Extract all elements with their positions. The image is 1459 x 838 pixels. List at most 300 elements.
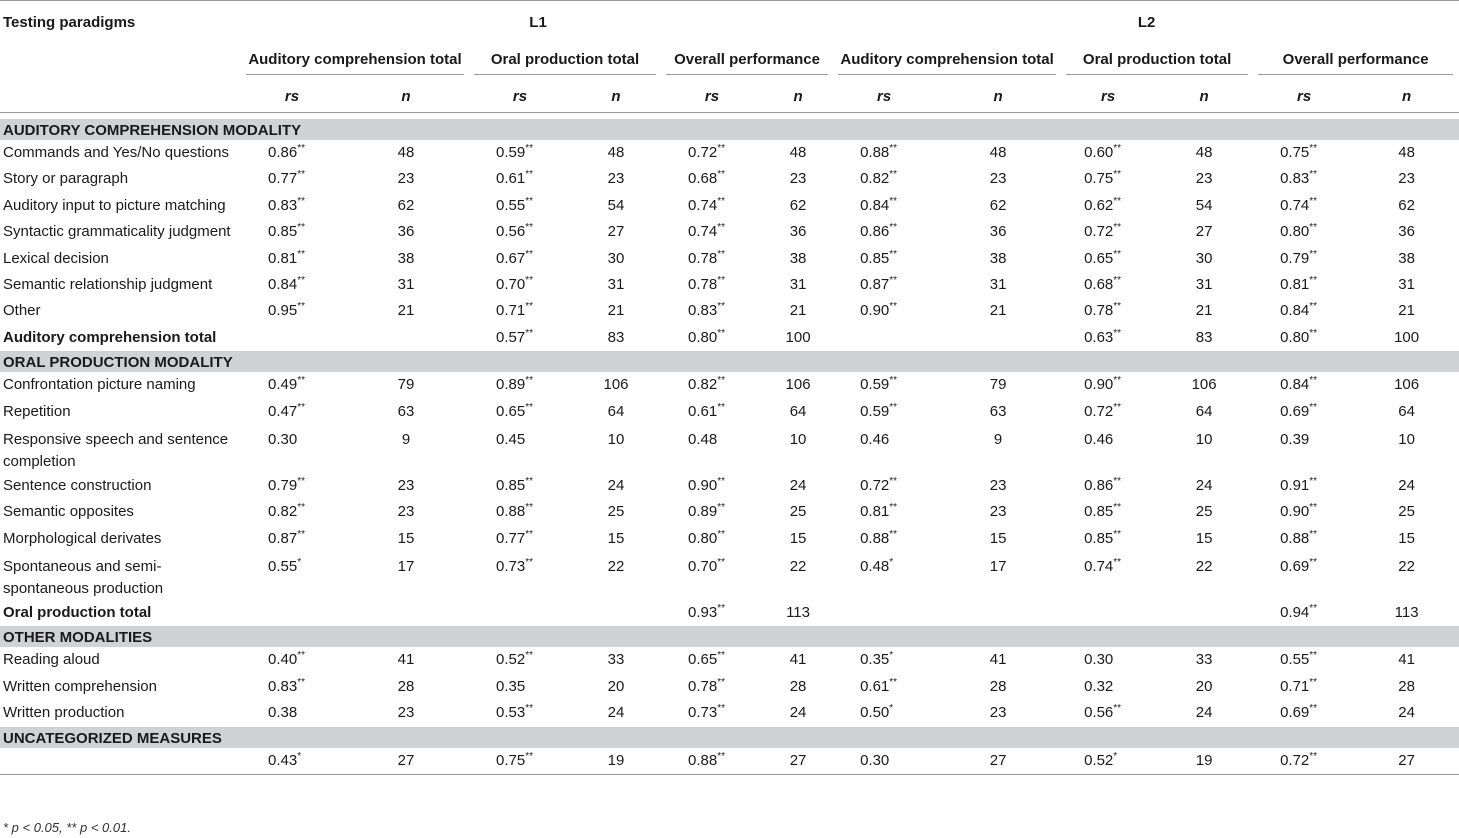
rs-cell: 0.69** [1280,401,1318,420]
subgroup-header [470,39,662,77]
n-cell: 106 [603,376,629,394]
n-cell: 31 [989,275,1007,293]
rs-cell: 0.81** [860,502,898,521]
n-cell: 27 [342,748,470,774]
n-header: n [1154,77,1254,113]
rs-cell: 0.89** [496,375,533,394]
n-cell: 33 [607,651,625,669]
row-label: Auditory comprehension total [3,328,217,346]
rs-cell: 0.55* [268,557,302,576]
section-header: ORAL PRODUCTION MODALITY [0,351,1459,372]
table-row [0,166,1459,192]
n-cell: 64 [789,402,807,420]
row-label: Written production [3,704,125,722]
rs-cell: 0.65** [688,650,725,669]
rs-cell [242,325,342,351]
rs-cell: 0.70** [496,274,533,293]
n-cell: 113 [1394,604,1419,622]
n-cell: 48 [1195,144,1213,161]
n-cell: 23 [989,704,1007,722]
rs-cell: 0.90** [860,301,898,320]
table-row [0,219,1459,245]
n-cell: 15 [989,529,1007,547]
rs-cell: 0.90** [688,475,725,494]
row-label: Spontaneous and semi-spontaneous production [3,558,164,598]
rs-cell: 0.59** [860,401,898,420]
rs-cell: 0.74** [688,195,725,214]
n-cell: 27 [607,223,625,241]
row-label: Semantic relationship judgment [3,275,213,293]
row-label: Repetition [3,402,71,420]
rs-cell: 0.93** [688,603,725,622]
header-l1: L1 [242,1,834,39]
rs-cell: 0.90** [1084,375,1122,394]
n-cell: 48 [397,144,415,161]
rs-cell: 0.50* [860,703,894,722]
n-cell: 21 [989,302,1007,320]
n-cell: 64 [607,402,625,420]
rs-n-header-row [0,77,1459,113]
rs-cell: 0.57** [496,327,533,346]
rs-cell: 0.82** [268,502,305,521]
rs-cell: 0.80** [1280,222,1318,241]
row-label: Semantic opposites [3,503,134,521]
rs-cell: 0.73** [688,703,725,722]
n-cell: 23 [989,476,1007,494]
rs-cell: 0.60** [1084,143,1122,161]
n-cell: 54 [607,196,625,214]
subgroup-label: Overall performance [1258,51,1453,75]
row-label: Reading aloud [3,651,100,669]
rs-cell: 0.80** [1280,327,1318,346]
n-cell: 63 [397,402,415,420]
n-cell: 23 [989,503,1007,521]
n-cell: 41 [789,651,807,669]
rs-cell: 0.46 [860,430,890,448]
rs-cell: 0.52* [1062,748,1154,774]
n-cell: 23 [1398,170,1415,188]
rs-cell: 0.88** [662,748,762,774]
rs-cell: 0.55** [1280,650,1318,669]
rs-cell: 0.38 [268,704,298,722]
rs-cell: 0.63** [1084,327,1122,346]
n-cell: 24 [789,704,807,722]
rs-cell: 0.85** [1084,502,1122,521]
n-cell: 100 [1394,328,1420,346]
row-label: Responsive speech and sentence completion [3,430,229,470]
rs-cell: 0.30 [1084,651,1114,669]
n-cell: 41 [989,651,1007,669]
n-cell: 24 [1195,476,1213,494]
rs-cell: 0.69** [1280,557,1318,576]
rs-cell: 0.84** [860,195,898,214]
n-cell: 83 [1195,328,1213,346]
n-cell: 113 [786,604,810,622]
rs-cell: 0.88** [860,528,898,547]
rs-header: rs [834,77,934,113]
n-cell: 23 [607,170,625,188]
n-cell: 21 [789,302,807,320]
rs-cell: 0.72** [1084,401,1122,420]
n-cell: 25 [1398,503,1415,521]
subgroup-header-row [0,39,1459,77]
rs-cell: 0.95** [268,301,305,320]
n-cell: 20 [1195,677,1213,695]
table-row [0,499,1459,525]
n-header: n [570,77,662,113]
n-cell: 25 [607,503,625,521]
row-label: Commands and Yes/No questions [3,144,229,161]
table-body [0,113,1459,775]
rs-cell: 0.84** [1280,301,1318,320]
row-label: Story or paragraph [3,170,129,188]
n-cell: 79 [989,376,1007,394]
n-cell: 23 [397,503,415,521]
table-row [0,748,1459,774]
rs-cell: 0.30 [268,430,298,448]
n-cell: 17 [397,558,415,576]
subgroup-label: Auditory comprehension total [838,51,1056,75]
n-cell [934,600,1062,626]
n-cell: 64 [1195,402,1213,420]
rs-cell: 0.81** [1280,274,1318,293]
n-cell: 24 [607,476,625,494]
n-cell: 28 [1398,677,1415,695]
n-cell: 25 [789,503,807,521]
n-cell: 22 [1398,558,1415,576]
rs-cell: 0.53** [496,703,533,722]
n-cell: 63 [989,402,1007,420]
subgroup-header [242,39,470,77]
rs-cell: 0.47** [268,401,305,420]
n-cell: 10 [607,430,625,448]
n-header: n [342,77,470,113]
rs-cell: 0.48* [860,557,894,576]
rs-cell: 0.77** [268,169,305,188]
rs-cell: 0.43* [242,748,342,774]
row-label: Lexical decision [3,249,109,267]
rs-cell: 0.77** [496,528,533,547]
rs-cell: 0.55** [496,195,533,214]
n-cell: 54 [1195,196,1213,214]
rs-cell: 0.52** [496,650,533,669]
n-cell: 62 [989,196,1007,214]
n-cell: 27 [1354,748,1459,774]
rs-cell: 0.84** [1280,375,1318,394]
section-header: UNCATEGORIZED MEASURES [0,727,1459,748]
rs-cell: 0.48 [688,430,718,448]
subgroup-header [1254,39,1459,77]
table-row [0,325,1459,351]
n-cell: 36 [789,223,807,241]
rs-cell: 0.68** [1084,274,1122,293]
n-cell: 62 [1398,196,1415,214]
table-row [0,700,1459,726]
rs-cell: 0.87** [268,528,305,547]
rs-header: rs [1062,77,1154,113]
table-row [0,272,1459,298]
table-row [0,246,1459,272]
n-cell: 20 [607,677,625,695]
n-cell: 31 [397,275,415,293]
n-cell: 15 [607,529,625,547]
subgroup-header [1062,39,1254,77]
section-header: AUDITORY COMPREHENSION MODALITY [0,119,1459,140]
rs-cell: 0.80** [688,528,725,547]
row-label: Oral production total [3,604,152,622]
n-cell: 10 [1398,430,1415,448]
row-label: Auditory input to picture matching [3,196,226,214]
rs-header: rs [662,77,762,113]
table-row [0,600,1459,626]
rs-cell: 0.85** [268,222,305,241]
rs-cell [834,600,934,626]
rs-cell: 0.82** [860,169,898,188]
n-cell: 9 [401,430,411,448]
n-cell: 19 [1154,748,1254,774]
subgroup-header [662,39,834,77]
rs-cell: 0.85** [496,475,533,494]
rs-cell: 0.83** [1280,169,1318,188]
n-cell: 23 [397,704,415,722]
rs-header: rs [470,77,570,113]
n-cell: 31 [789,275,807,293]
rs-cell: 0.78** [688,676,725,695]
subgroup-label: Oral production total [474,51,656,75]
rs-cell: 0.61** [496,169,533,188]
n-cell [934,325,1062,351]
table-row [0,425,1459,473]
n-cell: 31 [607,275,625,293]
rs-cell: 0.68** [688,169,725,188]
rs-cell [834,325,934,351]
rs-cell: 0.71** [1280,676,1318,695]
rs-header: rs [1254,77,1354,113]
rs-cell: 0.83** [268,676,305,695]
n-cell: 21 [607,302,625,320]
n-cell: 33 [1195,651,1213,669]
rs-cell: 0.59** [496,143,533,161]
rs-cell: 0.75** [1280,143,1318,161]
n-cell: 28 [789,677,807,695]
n-cell: 9 [993,430,1003,448]
rs-cell: 0.32 [1084,677,1114,695]
n-cell: 28 [397,677,415,695]
rs-cell: 0.73** [496,557,533,576]
n-cell: 15 [1398,529,1415,547]
rs-cell: 0.78** [688,248,725,267]
n-cell: 15 [789,529,807,547]
rs-cell: 0.67** [496,248,533,267]
rs-cell: 0.59** [860,375,898,394]
rs-cell: 0.90** [1280,502,1318,521]
n-cell: 21 [1398,302,1415,320]
n-cell: 38 [1398,249,1415,267]
rs-cell: 0.94** [1280,603,1318,622]
table-row [0,674,1459,700]
rs-cell: 0.49** [268,375,305,394]
rs-cell: 0.91** [1280,475,1318,494]
rs-cell: 0.45 [496,430,526,448]
rs-cell: 0.89** [688,502,725,521]
rs-cell: 0.78** [1084,301,1122,320]
rs-cell: 0.72** [860,475,898,494]
table-row [0,647,1459,673]
table-row [0,372,1459,398]
n-cell: 36 [1398,223,1415,241]
rs-cell: 0.83** [688,301,725,320]
n-cell: 23 [397,476,415,494]
rs-cell: 0.35 [496,677,526,695]
row-label: Confrontation picture naming [3,376,196,394]
n-cell: 38 [789,249,807,267]
n-cell [342,325,470,351]
footnote: * p < 0.05, ** p < 0.01. [3,820,131,835]
rs-cell: 0.72** [688,143,725,161]
n-cell: 64 [1398,402,1415,420]
rs-cell: 0.39 [1280,430,1310,448]
rs-cell: 0.86** [1084,475,1122,494]
n-cell: 30 [607,249,625,267]
n-cell: 15 [397,529,415,547]
row-label: Syntactic grammaticality judgment [3,223,231,241]
rs-cell: 0.80** [688,327,725,346]
n-cell: 23 [989,170,1007,188]
table-row [0,140,1459,166]
n-cell: 10 [1195,430,1213,448]
n-cell: 22 [1195,558,1213,576]
n-cell: 24 [1398,476,1415,494]
n-cell: 24 [1195,704,1213,722]
rs-cell: 0.71** [496,301,533,320]
n-cell: 36 [397,223,415,241]
n-cell [342,600,470,626]
n-cell: 27 [762,748,834,774]
n-cell: 31 [1195,275,1213,293]
n-cell: 48 [789,144,807,161]
n-cell [1154,600,1254,626]
rs-cell: 0.74** [688,222,725,241]
subgroup-header [834,39,1062,77]
rs-cell: 0.75** [1084,169,1122,188]
rs-cell [470,600,570,626]
rs-cell: 0.81** [268,248,305,267]
n-cell: 23 [397,170,415,188]
table-row [0,552,1459,600]
n-cell: 38 [397,249,415,267]
n-cell: 10 [789,430,807,448]
n-cell: 19 [570,748,662,774]
rs-cell: 0.30 [834,748,934,774]
n-header: n [934,77,1062,113]
n-cell: 62 [789,196,807,214]
rs-cell: 0.74** [1280,195,1318,214]
table-row [0,526,1459,552]
header-blank [0,39,242,77]
rs-cell [242,600,342,626]
n-cell: 41 [1398,651,1415,669]
rs-cell: 0.85** [1084,528,1122,547]
row-label: Other [3,302,41,320]
rs-cell: 0.88** [1280,528,1318,547]
n-cell: 17 [989,558,1007,576]
n-cell: 27 [1195,223,1213,241]
rs-cell: 0.70** [688,557,725,576]
rs-cell: 0.84** [268,274,305,293]
row-label: Morphological derivates [3,529,162,547]
rs-cell: 0.72** [1254,748,1354,774]
table-row [0,298,1459,324]
n-cell: 38 [989,249,1007,267]
n-cell: 100 [785,328,811,346]
rs-cell: 0.61** [688,401,725,420]
rs-cell: 0.78** [688,274,725,293]
n-cell: 15 [1195,529,1213,547]
n-cell: 79 [397,376,415,394]
n-cell: 106 [1191,376,1217,394]
rs-cell: 0.88** [860,143,898,161]
n-cell: 27 [934,748,1062,774]
rs-cell: 0.82** [688,375,725,394]
subgroup-label: Auditory comprehension total [246,51,464,75]
rs-cell: 0.75** [470,748,570,774]
n-cell: 106 [1394,376,1420,394]
rs-cell: 0.88** [496,502,533,521]
n-cell: 48 [989,144,1007,161]
rs-cell: 0.72** [1084,222,1122,241]
row-label [0,748,242,774]
rs-cell [1062,600,1154,626]
subgroup-label: Overall performance [666,51,828,75]
rs-cell: 0.87** [860,274,898,293]
n-cell: 36 [989,223,1007,241]
rs-cell: 0.65** [1084,248,1122,267]
rs-cell: 0.35* [860,650,894,669]
n-cell: 24 [607,704,625,722]
rs-cell: 0.86** [860,222,898,241]
n-cell: 24 [1398,704,1415,722]
n-cell: 48 [1398,144,1415,161]
n-cell: 22 [607,558,625,576]
header-l2: L2 [834,1,1459,39]
rs-cell: 0.56** [496,222,533,241]
n-cell: 28 [989,677,1007,695]
n-cell: 21 [1195,302,1213,320]
n-cell: 62 [397,196,415,214]
rs-header: rs [242,77,342,113]
n-cell: 83 [607,328,625,346]
rs-cell: 0.79** [1280,248,1318,267]
subgroup-label: Oral production total [1066,51,1248,75]
header-blank [0,77,242,113]
rs-cell: 0.56** [1084,703,1122,722]
n-cell: 31 [1398,275,1415,293]
n-header: n [762,77,834,113]
n-cell [570,600,662,626]
n-cell: 24 [789,476,807,494]
section-header: OTHER MODALITIES [0,626,1459,647]
n-cell: 30 [1195,249,1213,267]
row-label: Written comprehension [3,677,157,695]
table-row [0,193,1459,219]
rs-cell: 0.69** [1280,703,1318,722]
n-cell: 25 [1195,503,1213,521]
rs-cell: 0.65** [496,401,533,420]
header-testing-paradigms: Testing paradigms [0,1,242,39]
n-cell: 48 [607,144,625,161]
row-label: Sentence construction [3,476,152,494]
n-cell: 22 [789,558,807,576]
